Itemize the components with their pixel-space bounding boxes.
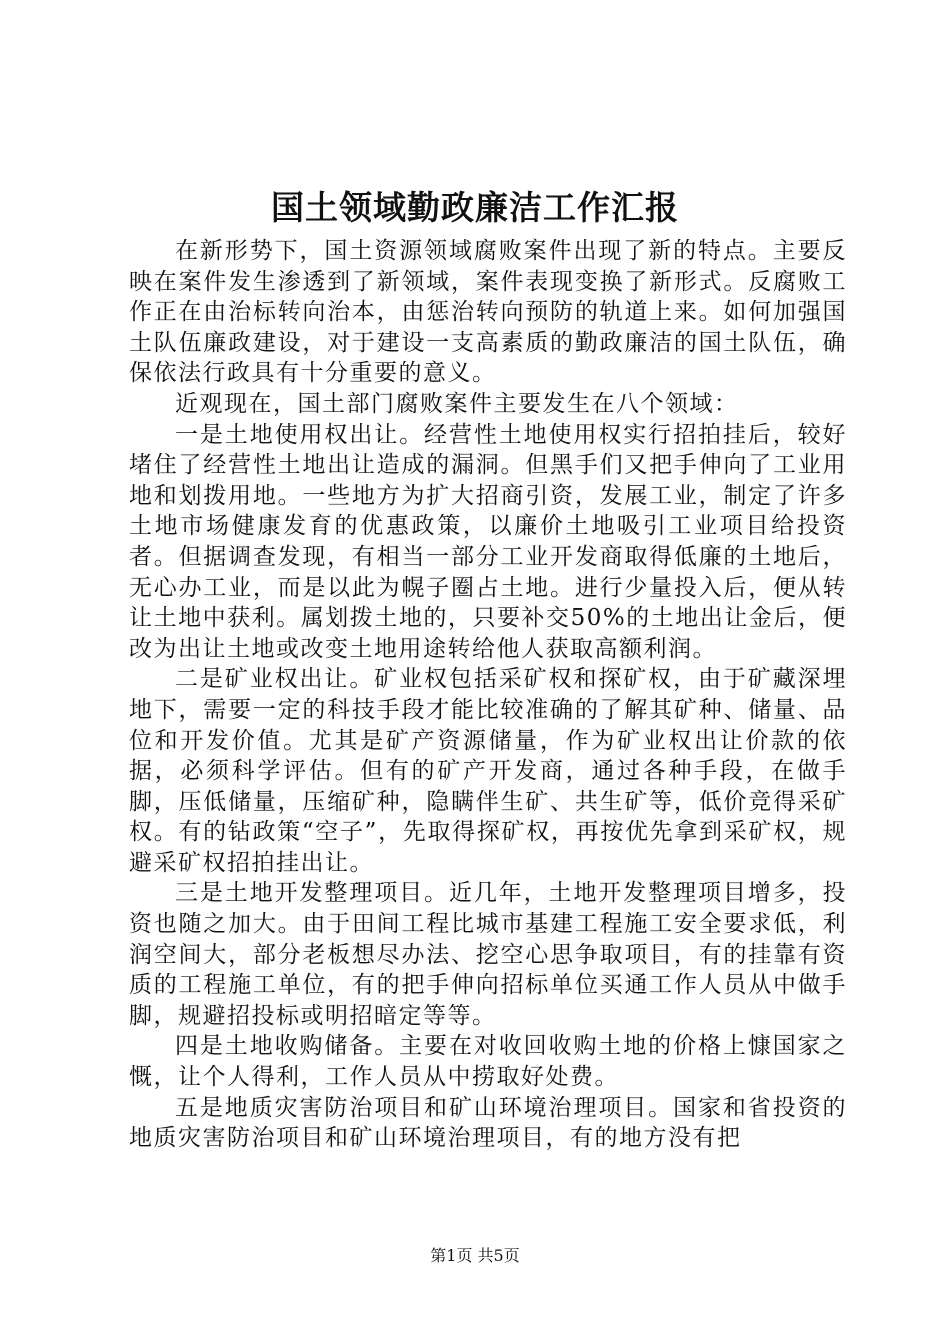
document-title: 国土领域勤政廉洁工作汇报 — [271, 188, 679, 227]
paragraph-land-development: 三是土地开发整理项目。近几年，土地开发整理项目增多，投资也随之加大。由于田间工程比城市基建工程施工安全要求低，利润空间大，部分老板想尽办法、挖空心思争取项目，有的挂靠有资质的工程施工单位，有的把手伸向招标单位买通工作人员从中做手脚，规避招投标或明招暗定等等。 — [129, 880, 847, 1029]
paragraph-mining-rights: 二是矿业权出让。矿业权包括采矿权和探矿权，由于矿藏深埋地下，需要一定的科技手段才能比较准确的了解其矿种、储量、品位和开发价值。尤其是矿产资源储量，作为矿业权出让价款的依据，必须科学评估。但有的矿产开发商，通过各种手段，在做手脚，压低储量，压缩矿种，隐瞒伴生矿、共生矿等，低价竞得采矿权。有的钻政策“空子”，先取得探矿权，再按优先拿到采矿权，规避采矿权招拍挂出让。 — [129, 666, 847, 876]
paragraph-geologic-hazard: 五是地质灾害防治项目和矿山环境治理项目。国家和省投资的地质灾害防治项目和矿山环境治理项目，有的地方没有把 — [129, 1094, 847, 1152]
paragraph-land-use-rights: 一是土地使用权出让。经营性土地使用权实行招拍挂后，较好堵住了经营性土地出让造成的漏洞。但黑手们又把手伸向了工业用地和划拨用地。一些地方为扩大招商引资，发展工业，制定了许多土地市场健康发育的优惠政策，以廉价土地吸引工业项目给投资者。但据调查发现，有相当一部分工业开发商取得低廉的土地后，无心办工业，而是以此为幌子圈占土地。进行少量投入后，便从转让土地中获利。属划拨土地的，只要补交50%的土地出让金后，便改为出让土地或改变土地用途转给他人获取高额利润。 — [129, 421, 847, 662]
paragraph-land-reserve: 四是土地收购储备。主要在对收回收购土地的价格上慷国家之慨，让个人得利，工作人员从中捞取好处费。 — [129, 1033, 847, 1091]
page-footer: 第1页 共5页 — [430, 1246, 520, 1265]
document-body — [129, 236, 847, 1154]
paragraph-overview: 近观现在，国土部门腐败案件主要发生在八个领域： — [175, 390, 739, 417]
paragraph-intro: 在新形势下，国土资源领域腐败案件出现了新的特点。主要反映在案件发生渗透到了新领域，案件表现变换了新形式。反腐败工作正在由治标转向治本，由惩治转向预防的轨道上来。如何加强国土队伍廉政建设，对于建设一支高素质的勤政廉洁的国土队伍，确保依法行政具有十分重要的意义。 — [129, 238, 847, 387]
